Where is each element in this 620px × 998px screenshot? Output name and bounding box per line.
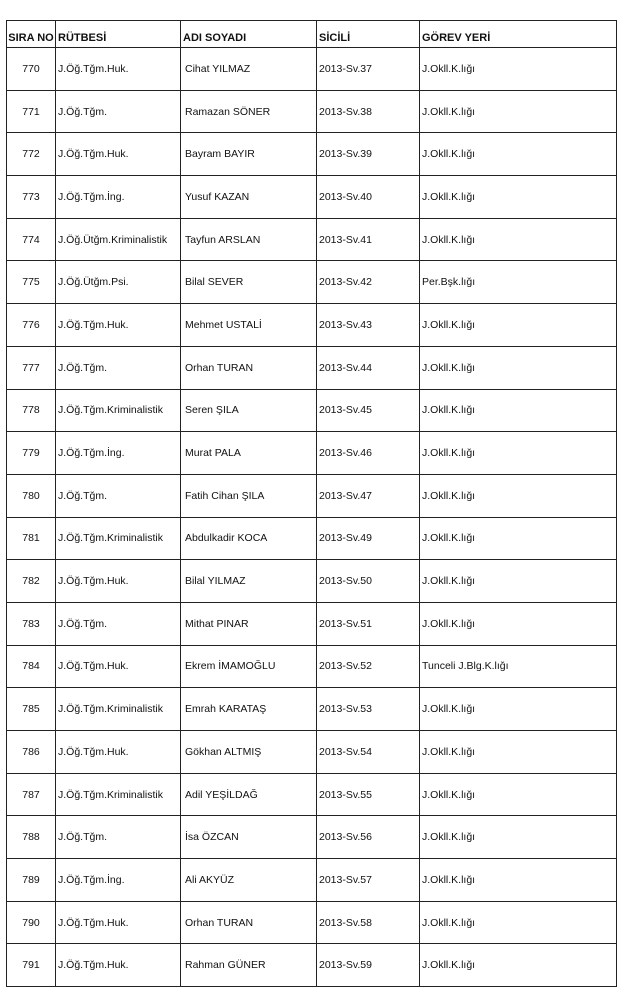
cell-gorev-yeri: J.Okll.K.lığı <box>420 176 617 219</box>
cell-sicili: 2013-Sv.38 <box>317 90 420 133</box>
cell-adi-soyadi: Rahman GÜNER <box>181 944 317 987</box>
cell-adi-soyadi: Ali AKYÜZ <box>181 859 317 902</box>
table-row <box>7 645 617 688</box>
cell-sira-no: 777 <box>7 346 56 389</box>
cell-gorev-yeri: J.Okll.K.lığı <box>420 816 617 859</box>
cell-sira-no: 784 <box>7 645 56 688</box>
cell-sicili: 2013-Sv.59 <box>317 944 420 987</box>
cell-sicili: 2013-Sv.50 <box>317 560 420 603</box>
cell-adi-soyadi: Bilal YILMAZ <box>181 560 317 603</box>
table-row <box>7 602 617 645</box>
cell-sira-no: 778 <box>7 389 56 432</box>
cell-sicili: 2013-Sv.52 <box>317 645 420 688</box>
cell-sicili: 2013-Sv.55 <box>317 773 420 816</box>
table-row <box>7 261 617 304</box>
cell-rutbesi: J.Öğ.Tğm.Huk. <box>56 901 181 944</box>
cell-adi-soyadi: Bilal SEVER <box>181 261 317 304</box>
cell-rutbesi: J.Öğ.Tğm. <box>56 816 181 859</box>
cell-rutbesi: J.Öğ.Tğm.Huk. <box>56 645 181 688</box>
cell-adi-soyadi: Seren ŞILA <box>181 389 317 432</box>
cell-rutbesi: J.Öğ.Tğm.Kriminalistik <box>56 389 181 432</box>
cell-rutbesi: J.Öğ.Tğm.Kriminalistik <box>56 773 181 816</box>
cell-rutbesi: J.Öğ.Tğm.İng. <box>56 176 181 219</box>
personnel-list-sheet <box>6 20 616 987</box>
cell-sicili: 2013-Sv.47 <box>317 474 420 517</box>
cell-rutbesi: J.Öğ.Tğm.İng. <box>56 859 181 902</box>
table-row <box>7 901 617 944</box>
cell-sicili: 2013-Sv.42 <box>317 261 420 304</box>
cell-sira-no: 775 <box>7 261 56 304</box>
cell-gorev-yeri: J.Okll.K.lığı <box>420 773 617 816</box>
cell-gorev-yeri: J.Okll.K.lığı <box>420 517 617 560</box>
cell-rutbesi: J.Öğ.Tğm.Huk. <box>56 944 181 987</box>
cell-adi-soyadi: Orhan TURAN <box>181 346 317 389</box>
cell-gorev-yeri: J.Okll.K.lığı <box>420 432 617 475</box>
cell-sira-no: 781 <box>7 517 56 560</box>
cell-sicili: 2013-Sv.56 <box>317 816 420 859</box>
cell-rutbesi: J.Öğ.Tğm. <box>56 346 181 389</box>
table-row <box>7 560 617 603</box>
table-row <box>7 859 617 902</box>
cell-gorev-yeri: J.Okll.K.lığı <box>420 688 617 731</box>
table-body <box>7 48 617 987</box>
cell-sicili: 2013-Sv.39 <box>317 133 420 176</box>
header-sicili: SİCİLİ <box>317 21 420 48</box>
cell-rutbesi: J.Öğ.Tğm.Huk. <box>56 133 181 176</box>
cell-sira-no: 790 <box>7 901 56 944</box>
table-row <box>7 731 617 774</box>
cell-rutbesi: J.Öğ.Ütğm.Psi. <box>56 261 181 304</box>
table-row <box>7 816 617 859</box>
personnel-table <box>6 20 617 987</box>
table-row <box>7 517 617 560</box>
cell-sira-no: 788 <box>7 816 56 859</box>
table-row <box>7 944 617 987</box>
cell-sicili: 2013-Sv.49 <box>317 517 420 560</box>
cell-adi-soyadi: Ekrem İMAMOĞLU <box>181 645 317 688</box>
cell-sicili: 2013-Sv.53 <box>317 688 420 731</box>
cell-sira-no: 779 <box>7 432 56 475</box>
cell-sira-no: 771 <box>7 90 56 133</box>
cell-adi-soyadi: Mehmet USTALİ <box>181 304 317 347</box>
cell-adi-soyadi: Fatih Cihan ŞILA <box>181 474 317 517</box>
table-row <box>7 218 617 261</box>
cell-adi-soyadi: Yusuf KAZAN <box>181 176 317 219</box>
cell-adi-soyadi: Murat PALA <box>181 432 317 475</box>
cell-gorev-yeri: J.Okll.K.lığı <box>420 560 617 603</box>
header-gorev-yeri: GÖREV YERİ <box>420 21 617 48</box>
cell-sira-no: 785 <box>7 688 56 731</box>
cell-sicili: 2013-Sv.45 <box>317 389 420 432</box>
cell-adi-soyadi: Emrah KARATAŞ <box>181 688 317 731</box>
header-sira-no: SIRA NO <box>7 21 56 48</box>
cell-sira-no: 787 <box>7 773 56 816</box>
cell-gorev-yeri: J.Okll.K.lığı <box>420 859 617 902</box>
cell-adi-soyadi: İsa ÖZCAN <box>181 816 317 859</box>
cell-rutbesi: J.Öğ.Tğm. <box>56 474 181 517</box>
cell-sira-no: 772 <box>7 133 56 176</box>
cell-gorev-yeri: J.Okll.K.lığı <box>420 90 617 133</box>
table-row <box>7 773 617 816</box>
cell-sicili: 2013-Sv.37 <box>317 48 420 91</box>
cell-adi-soyadi: Orhan TURAN <box>181 901 317 944</box>
cell-sicili: 2013-Sv.57 <box>317 859 420 902</box>
cell-gorev-yeri: J.Okll.K.lığı <box>420 346 617 389</box>
cell-sicili: 2013-Sv.41 <box>317 218 420 261</box>
cell-gorev-yeri: J.Okll.K.lığı <box>420 304 617 347</box>
cell-sira-no: 789 <box>7 859 56 902</box>
cell-adi-soyadi: Ramazan SÖNER <box>181 90 317 133</box>
cell-sicili: 2013-Sv.40 <box>317 176 420 219</box>
cell-adi-soyadi: Cihat YILMAZ <box>181 48 317 91</box>
cell-sira-no: 786 <box>7 731 56 774</box>
cell-sicili: 2013-Sv.43 <box>317 304 420 347</box>
cell-adi-soyadi: Mithat PINAR <box>181 602 317 645</box>
header-adi-soyadi: ADI SOYADI <box>181 21 317 48</box>
cell-rutbesi: J.Öğ.Tğm.Huk. <box>56 731 181 774</box>
table-row <box>7 346 617 389</box>
table-row <box>7 389 617 432</box>
cell-gorev-yeri: Tunceli J.Blg.K.lığı <box>420 645 617 688</box>
table-row <box>7 48 617 91</box>
table-row <box>7 688 617 731</box>
cell-sira-no: 770 <box>7 48 56 91</box>
cell-gorev-yeri: J.Okll.K.lığı <box>420 944 617 987</box>
cell-gorev-yeri: J.Okll.K.lığı <box>420 602 617 645</box>
cell-rutbesi: J.Öğ.Tğm. <box>56 602 181 645</box>
cell-rutbesi: J.Öğ.Tğm.Huk. <box>56 560 181 603</box>
cell-rutbesi: J.Öğ.Tğm.İng. <box>56 432 181 475</box>
cell-adi-soyadi: Gökhan ALTMIŞ <box>181 731 317 774</box>
header-rutbesi: RÜTBESİ <box>56 21 181 48</box>
cell-rutbesi: J.Öğ.Tğm.Huk. <box>56 48 181 91</box>
cell-sicili: 2013-Sv.46 <box>317 432 420 475</box>
cell-sira-no: 782 <box>7 560 56 603</box>
cell-sira-no: 774 <box>7 218 56 261</box>
table-row <box>7 304 617 347</box>
table-row <box>7 133 617 176</box>
table-row <box>7 176 617 219</box>
cell-gorev-yeri: J.Okll.K.lığı <box>420 389 617 432</box>
cell-sicili: 2013-Sv.58 <box>317 901 420 944</box>
cell-sira-no: 780 <box>7 474 56 517</box>
cell-sira-no: 783 <box>7 602 56 645</box>
cell-sira-no: 773 <box>7 176 56 219</box>
cell-gorev-yeri: J.Okll.K.lığı <box>420 731 617 774</box>
cell-adi-soyadi: Adil YEŞİLDAĞ <box>181 773 317 816</box>
cell-adi-soyadi: Abdulkadir KOCA <box>181 517 317 560</box>
cell-sira-no: 776 <box>7 304 56 347</box>
cell-gorev-yeri: Per.Bşk.lığı <box>420 261 617 304</box>
cell-rutbesi: J.Öğ.Tğm.Huk. <box>56 304 181 347</box>
cell-gorev-yeri: J.Okll.K.lığı <box>420 133 617 176</box>
cell-rutbesi: J.Öğ.Tğm.Kriminalistik <box>56 688 181 731</box>
cell-sicili: 2013-Sv.54 <box>317 731 420 774</box>
cell-rutbesi: J.Öğ.Ütğm.Kriminalistik <box>56 218 181 261</box>
cell-gorev-yeri: J.Okll.K.lığı <box>420 901 617 944</box>
cell-adi-soyadi: Bayram BAYIR <box>181 133 317 176</box>
cell-adi-soyadi: Tayfun ARSLAN <box>181 218 317 261</box>
cell-rutbesi: J.Öğ.Tğm. <box>56 90 181 133</box>
cell-sicili: 2013-Sv.44 <box>317 346 420 389</box>
table-row <box>7 90 617 133</box>
cell-sicili: 2013-Sv.51 <box>317 602 420 645</box>
cell-rutbesi: J.Öğ.Tğm.Kriminalistik <box>56 517 181 560</box>
table-row <box>7 474 617 517</box>
header-row <box>7 21 617 48</box>
cell-gorev-yeri: J.Okll.K.lığı <box>420 218 617 261</box>
cell-sira-no: 791 <box>7 944 56 987</box>
cell-gorev-yeri: J.Okll.K.lığı <box>420 48 617 91</box>
table-row <box>7 432 617 475</box>
cell-gorev-yeri: J.Okll.K.lığı <box>420 474 617 517</box>
